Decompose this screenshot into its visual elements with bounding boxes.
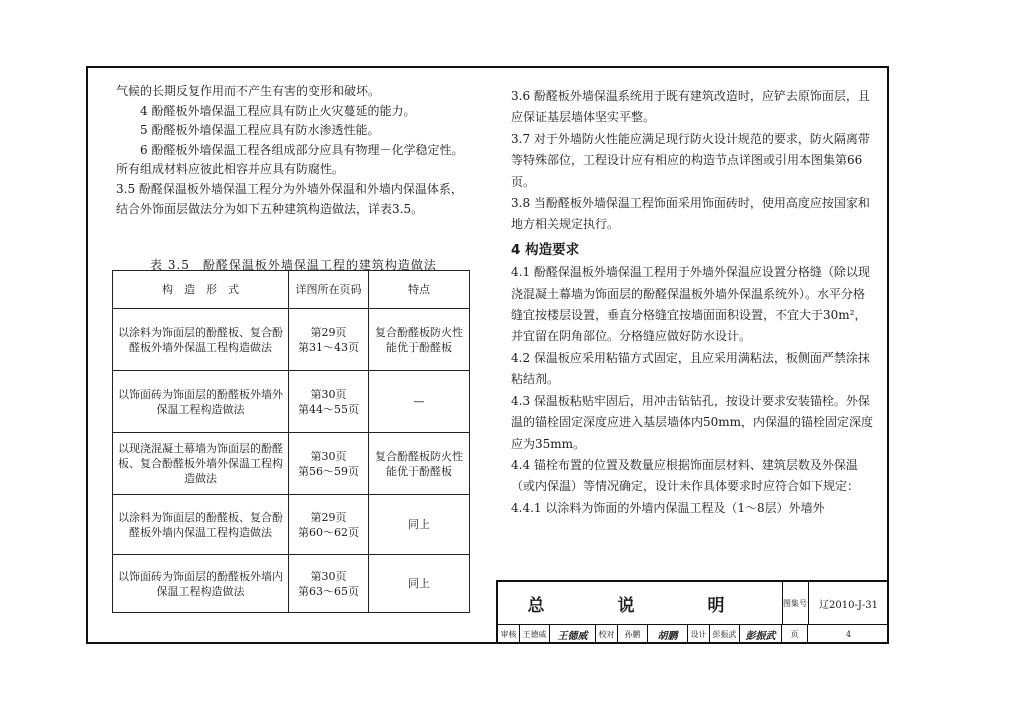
- table-row: [113, 555, 470, 613]
- cell-feature: —: [369, 371, 470, 433]
- table-caption: 表 3.5 酚醛保温板外墙保温工程的建筑构造做法: [150, 258, 437, 272]
- cell-form: 以饰面砖为饰面层的酚醛板外墙外保温工程构造做法: [113, 371, 289, 433]
- table-row: [113, 495, 470, 555]
- checker-name: 孙鹏: [618, 625, 648, 644]
- designer-signature: 彭振武: [740, 625, 782, 644]
- cell-page: 第29页 第60～62页: [289, 495, 369, 555]
- cell-page: 第29页 第31～43页: [289, 309, 369, 371]
- design-label: 设计: [688, 625, 710, 644]
- section-4-4-1: 4.4.1 以涂料为饰面的外墙内保温工程及（1～8层）外墙外: [511, 500, 825, 515]
- section-4-heading: 4 构造要求: [511, 241, 580, 258]
- right-text-column: [511, 86, 876, 519]
- table-row: [113, 309, 470, 371]
- cell-page: 第30页 第44～55页: [289, 371, 369, 433]
- section-3-6: 3.6 酚醛板外墙保温系统用于既有建筑改造时，应铲去原饰面层，且应保证基层墙体坚实平整。: [511, 89, 870, 125]
- cell-feature: 同上: [369, 555, 470, 613]
- cell-form: 以现浇混凝土幕墙为饰面层的酚醛板、复合酚醛板外墙外保温工程构造做法: [113, 433, 289, 495]
- designer-name: 彭振武: [710, 625, 740, 644]
- cell-page: 第30页 第63～65页: [289, 555, 369, 613]
- page-label: 页: [782, 625, 808, 644]
- title-block: [496, 580, 889, 644]
- cell-form: 以涂料为饰面层的酚醛板、复合酚醛板外墙外保温工程构造做法: [113, 309, 289, 371]
- left-text-column: [116, 82, 472, 219]
- left-item-4: 4 酚醛板外墙保温工程应具有防止火灾蔓延的能力。: [140, 103, 416, 118]
- header-feature: 特点: [369, 271, 470, 309]
- reviewer-name: 王德威: [520, 625, 550, 644]
- left-item-6: 6 酚醛板外墙保温工程各组成部分应具有物理－化学稳定性。所有组成材料应彼此相容并应具有防腐性。: [116, 142, 464, 177]
- construction-table: [112, 270, 470, 613]
- section-4-4: 4.4 锚栓布置的位置及数量应根据饰面层材料、建筑层数及外保温（或内保温）等情况确定，设计未作具体要求时应符合如下规定：: [511, 457, 860, 494]
- reviewer-signature: 王德威: [550, 625, 596, 644]
- section-3-5: 3.5 酚醛保温板外墙保温工程分为外墙外保温和外墙内保温体系，结合外饰面层做法分为如下五种建筑构造做法，详表3.5。: [116, 181, 463, 216]
- cell-feature: 同上: [369, 495, 470, 555]
- cell-form: 以饰面砖为饰面层的酚醛板外墙内保温工程构造做法: [113, 555, 289, 613]
- cell-page: 第30页 第56～59页: [289, 433, 369, 495]
- section-3-7: 3.7 对于外墙防火性能应满足现行防火设计规范的要求，防火隔离带等特殊部位，工程设计应有相应的构造节点详图或引用本图集第66页。: [511, 131, 870, 189]
- header-form: 构 造 形 式: [113, 271, 289, 309]
- cell-feature: 复合酚醛板防火性能优于酚醛板: [369, 433, 470, 495]
- checker-signature: 胡鹏: [648, 625, 688, 644]
- review-label: 审核: [498, 625, 520, 644]
- cell-feature: 复合酚醛板防火性能优于酚醛板: [369, 309, 470, 371]
- check-label: 校对: [596, 625, 618, 644]
- sheet-title: 总 说 明: [498, 582, 783, 624]
- header-page: 详图所在页码: [289, 271, 369, 309]
- page-number: 4: [845, 630, 852, 639]
- section-3-8: 3.8 当酚醛板外墙保温工程饰面采用饰面砖时，使用高度应按国家和地方相关规定执行。: [511, 196, 870, 232]
- section-4-3: 4.3 保温板粘贴牢固后，用冲击钻钻孔，按设计要求安装锚栓。外保温的锚栓固定深度应进入基层墙体内50mm，内保温的锚栓固定深度应为35mm。: [511, 393, 874, 451]
- section-4-2: 4.2 保温板应采用粘锚方式固定，且应采用满粘法，板侧面严禁涂抹粘结剂。: [511, 350, 870, 387]
- table-header-row: [113, 271, 470, 309]
- table-row: [113, 371, 470, 433]
- atlas-number: 辽2010-J-31: [819, 599, 878, 611]
- atlas-number-label: 图集号: [782, 582, 809, 624]
- section-4-1: 4.1 酚醛保温板外墙保温工程用于外墙外保温应设置分格缝（除以现浇混凝土幕墙为饰面层的酚醛保温板外墙外保温系统外）。水平分格缝宜按楼层设置，垂直分格缝宜按墙面面积设置，不宜大于30m²，并宜留在阴角部位。分格缝应做好防水设计。: [511, 265, 870, 344]
- table-row: [113, 433, 470, 495]
- cell-form: 以涂料为饰面层的酚醛板、复合酚醛板外墙内保温工程构造做法: [113, 495, 289, 555]
- left-item-5: 5 酚醛板外墙保温工程应具有防水渗透性能。: [140, 123, 380, 138]
- left-line-1: 气候的长期反复作用而不产生有害的变形和破坏。: [116, 84, 381, 98]
